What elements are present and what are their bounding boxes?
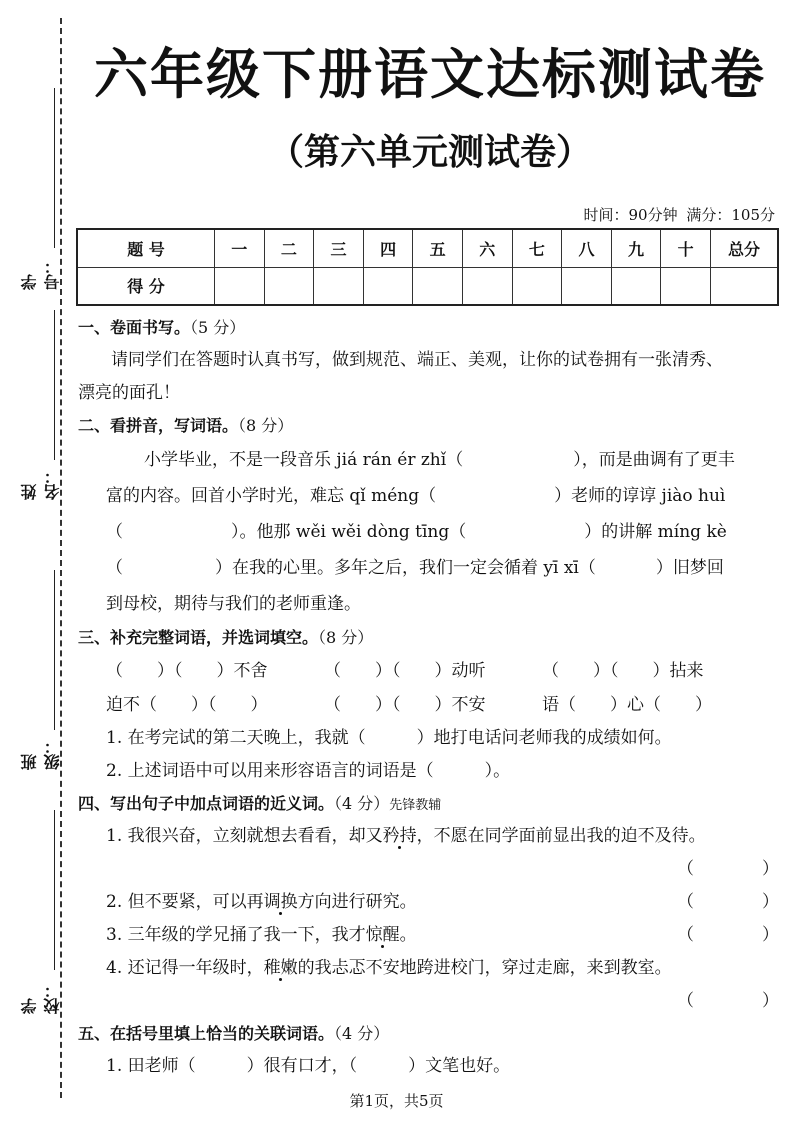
section-2-heading: [78, 410, 783, 442]
dotted-word: 矜持: [382, 826, 417, 846]
score-header-cell: 题 号: [77, 229, 215, 267]
idiom-blank[interactable]: 迫不（ ）（ ）: [106, 695, 268, 715]
score-header-cell: 一: [215, 229, 265, 267]
score-cell[interactable]: [413, 267, 463, 305]
section-5-title: 五、在括号里填上恰当的关联词语。: [78, 1024, 335, 1043]
section-1-text-line: 漂亮的面孔！: [78, 383, 180, 403]
idiom-blank[interactable]: （ ）（ ）拈来: [542, 661, 704, 681]
section-3-question: 2. 上述词语中可以用来形容语言的词语是（ ）。: [106, 761, 511, 781]
section-1-points: （5 分）: [190, 318, 246, 337]
question-text: 4. 还记得一年级时，: [106, 958, 264, 978]
pinyin-text: ）老师的谆谆 jiào huì: [554, 486, 726, 506]
answer-blank[interactable]: （ ）: [677, 892, 779, 912]
score-cell[interactable]: [264, 267, 314, 305]
section-1-text-line: 请同学们在答题时认真书写，做到规范、端正、美观，让你的试卷拥有一张清秀、: [111, 350, 723, 370]
section-2-line: [78, 550, 783, 586]
score-cell[interactable]: [363, 267, 413, 305]
score-table-header-row: [77, 229, 778, 267]
section-5-points: （4 分）: [334, 1024, 390, 1043]
page-title: 六年级下册语文达标测试卷: [94, 43, 766, 106]
score-cell[interactable]: [611, 267, 661, 305]
binding-dashed-line: [60, 18, 62, 1098]
question-text: 1. 我很兴奋，立刻就想去看看，却又: [106, 826, 383, 846]
section-5-question: 1. 田老师（ ）很有口才，（ ）文笔也好。: [106, 1056, 511, 1076]
section-2-line: [78, 442, 783, 478]
student-id-blank[interactable]: [54, 88, 55, 248]
question-text: 3. 三年级的学兄捅了我一下，我才: [106, 925, 366, 945]
score-header-cell: 二: [264, 229, 314, 267]
section-2-line: 到母校，期待与我们的老师重逢。: [106, 594, 361, 614]
answer-blank[interactable]: （ ）: [677, 991, 779, 1011]
pinyin-text: ）。他那 wěi wěi dòng tīng（: [231, 522, 467, 542]
school-label: 学校：: [20, 982, 62, 1014]
section-3-question: 1. 在考完试的第二天晚上，我就（ ）地打电话问老师我的成绩如何。: [106, 728, 672, 748]
pinyin-text: （: [106, 558, 123, 578]
section-5-heading: [78, 1018, 783, 1050]
pinyin-text: ）旧梦回: [655, 558, 724, 578]
exam-meta: [579, 204, 775, 225]
time-limit: 时间：90分钟: [583, 206, 678, 224]
score-header-cell: 五: [413, 229, 463, 267]
section-4-points: （4 分）: [334, 794, 390, 813]
section-2-title: 二、看拼音，写词语。: [78, 416, 239, 435]
pinyin-text: ），而是曲调有了更丰: [573, 450, 735, 470]
question-text: 方向进行研究。: [297, 892, 417, 912]
score-table-score-row: [77, 267, 778, 305]
question-text: 的我忐忑不安地跨进校门，穿过走廊，来到教室。: [297, 958, 672, 978]
name-label: 姓名：: [20, 468, 62, 500]
section-1-title: 一、卷面书写。: [78, 318, 191, 337]
section-2-points: （8 分）: [238, 416, 294, 435]
score-header-cell: 三: [314, 229, 364, 267]
class-blank[interactable]: [54, 570, 55, 730]
score-table: [76, 228, 779, 306]
section-3-heading: [78, 622, 783, 654]
score-header-cell: 六: [462, 229, 512, 267]
idiom-blank[interactable]: （ ）（ ）不安: [324, 695, 486, 715]
section-4-question: [78, 886, 783, 919]
section-3-points: （8 分）: [318, 628, 374, 647]
publisher-mark: 先锋教辅: [389, 798, 442, 813]
pinyin-text: 小学毕业，不是一段音乐 jiá rán ér zhǐ（: [144, 450, 464, 470]
pinyin-text: ）的讲解 míng kè: [584, 522, 727, 542]
school-blank[interactable]: [54, 810, 55, 970]
score-header-cell: 十: [661, 229, 711, 267]
section-2-line: [78, 514, 783, 550]
idiom-blank[interactable]: （ ）（ ）不舍: [106, 661, 268, 681]
pinyin-text: ）在我的心里。多年之后，我们一定会循着 yī xī（: [215, 558, 596, 578]
score-header-cell: 总分: [711, 229, 779, 267]
score-header-cell: 四: [363, 229, 413, 267]
section-1-heading: [78, 312, 783, 344]
section-3-title: 三、补充完整词语，并选词填空。: [78, 628, 319, 647]
score-cell[interactable]: [711, 267, 779, 305]
page-number: 第1页，共5页: [349, 1092, 444, 1110]
score-cell[interactable]: [512, 267, 562, 305]
score-cell[interactable]: [661, 267, 711, 305]
score-header-cell: 七: [512, 229, 562, 267]
class-label: 班级：: [20, 738, 62, 770]
answer-blank[interactable]: （ ）: [677, 859, 779, 879]
dotted-word: 稚嫩: [263, 958, 298, 978]
dotted-word: 调换: [263, 892, 298, 912]
pinyin-text: （: [106, 522, 123, 542]
question-text: ，不愿在同学面前显出我的迫不及待。: [416, 826, 706, 846]
section-4-heading: [78, 788, 783, 820]
score-cell[interactable]: [215, 267, 265, 305]
exam-content: [78, 312, 783, 1083]
section-4-title: 四、写出句子中加点词语的近义词。: [78, 794, 335, 813]
section-3-word-row: [78, 688, 783, 722]
section-2-line: [78, 478, 783, 514]
idiom-blank[interactable]: 语（ ）心（ ）: [542, 695, 712, 715]
section-3-word-row: [78, 654, 783, 688]
score-cell[interactable]: [562, 267, 612, 305]
score-cell[interactable]: [314, 267, 364, 305]
score-header-cell: 九: [611, 229, 661, 267]
name-blank[interactable]: [54, 310, 55, 460]
pinyin-text: 富的内容。回首小学时光，难忘 qǐ méng（: [106, 486, 437, 506]
idiom-blank[interactable]: （ ）（ ）动听: [324, 661, 486, 681]
section-4-question: [78, 919, 783, 952]
page-subtitle: （第六单元测试卷）: [267, 132, 592, 173]
section-4-question: [78, 820, 783, 853]
score-cell[interactable]: [462, 267, 512, 305]
question-text: 。: [399, 925, 417, 945]
student-id-label: 学号：: [20, 258, 62, 290]
score-header-cell: 八: [562, 229, 612, 267]
question-text: 2. 但不要紧，可以再: [106, 892, 264, 912]
score-row-label: 得 分: [77, 267, 215, 305]
answer-blank[interactable]: （ ）: [677, 925, 779, 945]
section-4-question: [78, 952, 783, 985]
dotted-word: 惊醒: [365, 925, 400, 945]
full-score: 满分：105分: [686, 206, 775, 224]
